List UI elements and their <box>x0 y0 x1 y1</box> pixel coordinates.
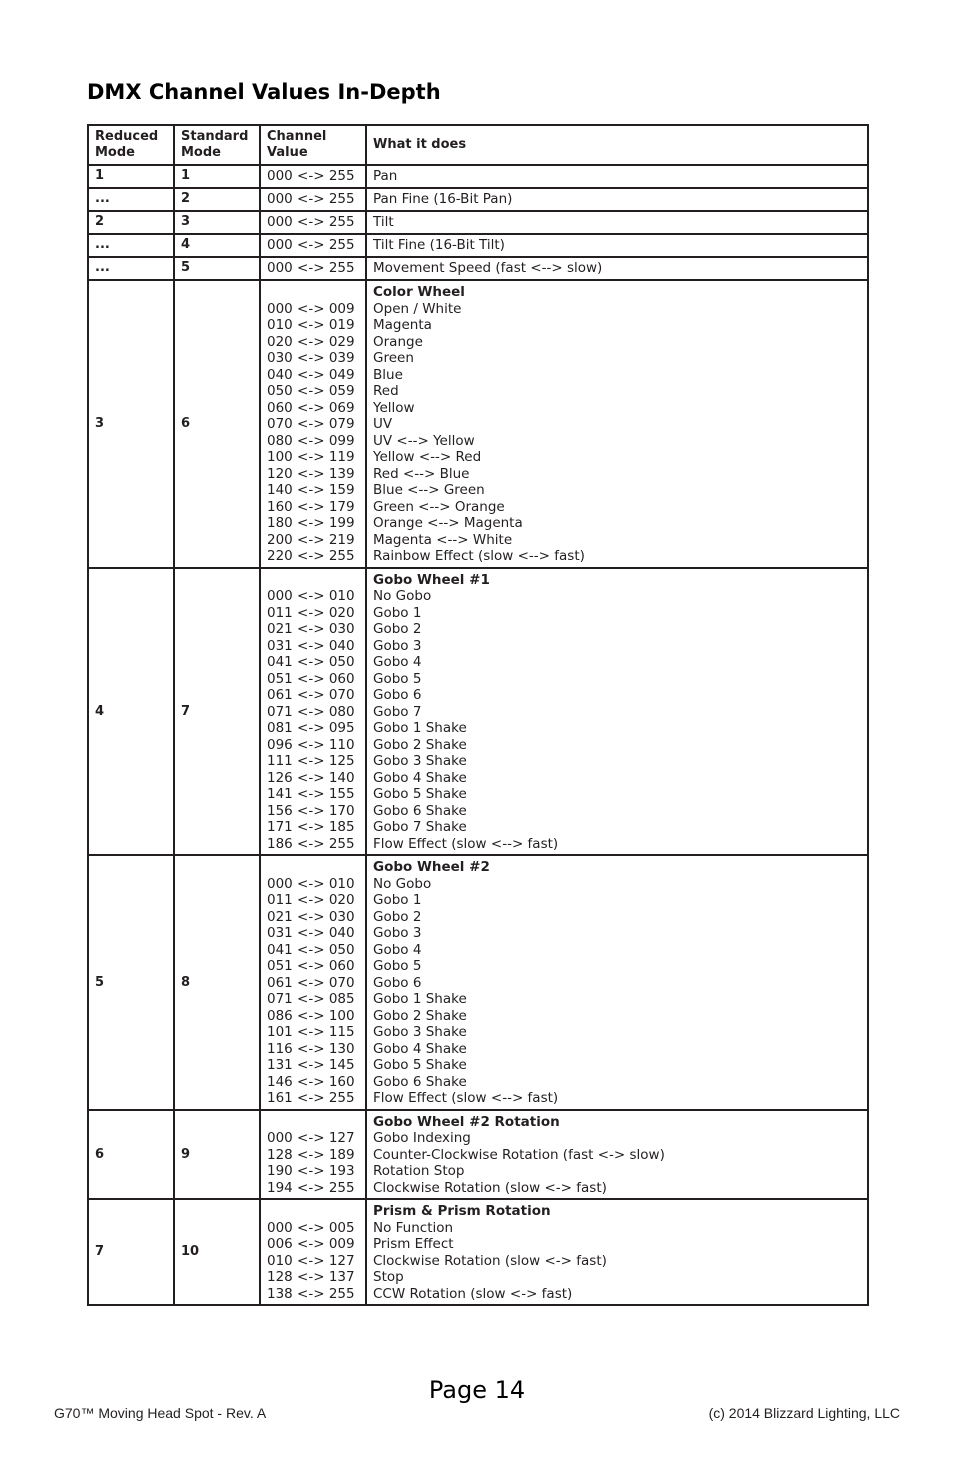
channel-value: 000 <-> 127 <box>267 1130 355 1146</box>
reduced-mode-cell: ... <box>88 188 174 211</box>
function-description: Gobo 4 Shake <box>373 1040 467 1057</box>
header-what-it-does: What it does <box>366 125 868 165</box>
channel-value: 081 <-> 095 <box>267 720 355 736</box>
page-number: Page 14 <box>428 1376 526 1404</box>
channel-value-cell <box>260 257 366 280</box>
spacer <box>267 572 359 589</box>
footer-product: G70™ Moving Head Spot - Rev. A <box>54 1405 267 1421</box>
function-description: Prism Effect <box>373 1236 454 1252</box>
standard-mode-cell: 5 <box>174 257 260 280</box>
channel-value: 120 <-> 139 <box>267 465 355 482</box>
channel-value: 128 <-> 137 <box>267 1269 355 1285</box>
function-description: Orange <--> Magenta <box>373 515 523 531</box>
function-description: Blue <--> Green <box>373 482 485 498</box>
reduced-mode-cell: 4 <box>88 568 174 856</box>
function-description: Green <--> Orange <box>373 498 505 515</box>
function-group-heading: Gobo Wheel #2 <box>373 859 490 875</box>
standard-mode-cell: 2 <box>174 188 260 211</box>
channel-value: 061 <-> 070 <box>267 974 355 991</box>
table-row <box>88 1110 868 1200</box>
standard-mode-cell: 3 <box>174 211 260 234</box>
function-description: Gobo 3 Shake <box>373 753 467 769</box>
function-cell <box>366 211 868 234</box>
channel-value: 131 <-> 145 <box>267 1057 355 1073</box>
function-description: No Gobo <box>373 588 432 604</box>
spacer <box>267 859 359 876</box>
reduced-mode-cell: ... <box>88 234 174 257</box>
channel-value: 190 <-> 193 <box>267 1163 355 1179</box>
function-description: Rotation Stop <box>373 1163 465 1179</box>
page-title: DMX Channel Values In-Depth <box>87 80 441 104</box>
function-description: Gobo 5 <box>373 958 422 974</box>
function-description: Rainbow Effect (slow <--> fast) <box>373 548 585 564</box>
table-row <box>88 211 868 234</box>
channel-value: 006 <-> 009 <box>267 1236 355 1252</box>
function-cell <box>366 188 868 211</box>
channel-value: 138 <-> 255 <box>267 1285 355 1302</box>
channel-value: 200 <-> 219 <box>267 531 355 548</box>
channel-value: 060 <-> 069 <box>267 399 355 416</box>
spacer <box>267 1203 359 1220</box>
function-cell <box>366 234 868 257</box>
function-description: Gobo 1 Shake <box>373 991 467 1007</box>
standard-mode-cell: 6 <box>174 280 260 568</box>
function-description: UV <box>373 416 393 432</box>
channel-value: 011 <-> 020 <box>267 892 355 908</box>
standard-mode-cell: 9 <box>174 1110 260 1200</box>
function-description: Red <--> Blue <box>373 465 470 482</box>
channel-value: 010 <-> 127 <box>267 1252 355 1269</box>
header-channel-value: Channel Value <box>260 125 366 165</box>
function-description: UV <--> Yellow <box>373 432 475 449</box>
standard-mode-cell: 10 <box>174 1199 260 1305</box>
channel-value: 116 <-> 130 <box>267 1040 355 1057</box>
function-description: Gobo 2 <box>373 621 422 637</box>
standard-mode-cell: 8 <box>174 855 260 1110</box>
channel-value-cell <box>260 855 366 1110</box>
function-description: Orange <box>373 333 423 350</box>
function-cell <box>366 568 868 856</box>
function-description: Green <box>373 350 414 366</box>
reduced-mode-cell: 7 <box>88 1199 174 1305</box>
channel-value: 000 <-> 255 <box>267 260 355 277</box>
function-description: Gobo 2 Shake <box>373 736 467 753</box>
function-description: Pan Fine (16-Bit Pan) <box>373 191 513 208</box>
function-description: Gobo 7 <box>373 703 422 720</box>
channel-value: 031 <-> 040 <box>267 925 355 941</box>
function-description: Gobo 3 Shake <box>373 1024 467 1040</box>
channel-value: 041 <-> 050 <box>267 941 355 958</box>
spacer <box>267 284 359 301</box>
channel-value: 126 <-> 140 <box>267 769 355 786</box>
function-description: Gobo 2 Shake <box>373 1007 467 1024</box>
channel-value-cell <box>260 211 366 234</box>
function-description: Gobo 5 Shake <box>373 786 467 802</box>
channel-value: 020 <-> 029 <box>267 333 355 350</box>
channel-value: 011 <-> 020 <box>267 604 355 621</box>
table-row <box>88 234 868 257</box>
function-description: Blue <box>373 366 403 383</box>
channel-value: 021 <-> 030 <box>267 908 355 925</box>
reduced-mode-cell: ... <box>88 257 174 280</box>
function-description: Clockwise Rotation (slow <-> fast) <box>373 1179 607 1196</box>
function-description: Counter-Clockwise Rotation (fast <-> slow) <box>373 1146 665 1163</box>
channel-value: 071 <-> 080 <box>267 703 355 720</box>
function-description: Flow Effect (slow <--> fast) <box>373 835 559 852</box>
channel-value: 031 <-> 040 <box>267 637 355 654</box>
function-description: Gobo 6 Shake <box>373 802 467 819</box>
channel-value: 111 <-> 125 <box>267 753 355 769</box>
function-description: Gobo 1 <box>373 892 422 908</box>
function-description: Gobo 6 Shake <box>373 1073 467 1090</box>
function-description: Gobo 4 Shake <box>373 769 467 786</box>
table-row <box>88 1199 868 1305</box>
channel-value: 000 <-> 255 <box>267 237 355 254</box>
function-group-heading: Color Wheel <box>373 284 465 300</box>
channel-value: 071 <-> 085 <box>267 991 355 1007</box>
table-body <box>88 165 868 1305</box>
function-description: Gobo Indexing <box>373 1130 471 1146</box>
channel-value: 161 <-> 255 <box>267 1090 355 1106</box>
reduced-mode-cell: 1 <box>88 165 174 188</box>
channel-value-cell <box>260 1110 366 1200</box>
table-row <box>88 257 868 280</box>
channel-value: 080 <-> 099 <box>267 432 355 449</box>
channel-value-cell <box>260 165 366 188</box>
channel-value: 000 <-> 255 <box>267 214 355 231</box>
function-group-heading: Gobo Wheel #2 Rotation <box>373 1113 560 1130</box>
function-group-heading: Prism & Prism Rotation <box>373 1203 551 1219</box>
function-description: Gobo 3 <box>373 637 422 654</box>
function-description: Gobo 1 Shake <box>373 720 467 736</box>
function-description: Gobo 4 <box>373 941 422 958</box>
function-description: Magenta <box>373 317 432 333</box>
spacer <box>267 1114 359 1131</box>
channel-value: 171 <-> 185 <box>267 819 355 835</box>
channel-value: 000 <-> 255 <box>267 191 355 208</box>
function-cell <box>366 1199 868 1305</box>
function-description: Open / White <box>373 300 462 317</box>
function-description: Gobo 5 <box>373 670 422 687</box>
function-description: Pan <box>373 168 398 185</box>
function-description: Movement Speed (fast <--> slow) <box>373 260 603 277</box>
table-header-row <box>88 125 868 165</box>
channel-value: 160 <-> 179 <box>267 498 355 515</box>
channel-value: 100 <-> 119 <box>267 449 355 465</box>
channel-value: 000 <-> 009 <box>267 300 355 317</box>
header-standard-mode: Standard Mode <box>174 125 260 165</box>
function-description: Gobo 5 Shake <box>373 1057 467 1073</box>
function-description: Stop <box>373 1269 404 1285</box>
channel-value: 086 <-> 100 <box>267 1007 355 1024</box>
channel-value-cell <box>260 1199 366 1305</box>
channel-value: 050 <-> 059 <box>267 383 355 399</box>
channel-value: 000 <-> 005 <box>267 1219 355 1236</box>
reduced-mode-cell: 2 <box>88 211 174 234</box>
function-description: Yellow <box>373 399 415 416</box>
function-description: Magenta <--> White <box>373 531 513 548</box>
channel-value: 000 <-> 255 <box>267 168 355 185</box>
channel-value: 021 <-> 030 <box>267 621 355 637</box>
channel-value: 096 <-> 110 <box>267 736 355 753</box>
table-row <box>88 855 868 1110</box>
function-cell <box>366 1110 868 1200</box>
footer-copyright: (c) 2014 Blizzard Lighting, LLC <box>708 1405 900 1421</box>
channel-value: 070 <-> 079 <box>267 416 355 432</box>
channel-value: 140 <-> 159 <box>267 482 355 498</box>
channel-value: 146 <-> 160 <box>267 1073 355 1090</box>
channel-value: 000 <-> 010 <box>267 588 355 604</box>
function-description: CCW Rotation (slow <-> fast) <box>373 1285 573 1302</box>
function-description: Flow Effect (slow <--> fast) <box>373 1090 559 1106</box>
table-row <box>88 165 868 188</box>
function-cell <box>366 165 868 188</box>
channel-value-cell <box>260 280 366 568</box>
function-description: Yellow <--> Red <box>373 449 482 465</box>
channel-value: 040 <-> 049 <box>267 366 355 383</box>
channel-value: 061 <-> 070 <box>267 687 355 703</box>
function-description: Gobo 6 <box>373 687 422 703</box>
channel-value: 101 <-> 115 <box>267 1024 355 1040</box>
reduced-mode-cell: 3 <box>88 280 174 568</box>
channel-value: 186 <-> 255 <box>267 835 355 852</box>
channel-value-cell <box>260 188 366 211</box>
header-reduced-mode: Reduced Mode <box>88 125 174 165</box>
dmx-channel-table <box>87 124 869 1306</box>
function-description: Clockwise Rotation (slow <-> fast) <box>373 1252 607 1269</box>
function-description: No Gobo <box>373 875 432 892</box>
channel-value: 141 <-> 155 <box>267 786 355 802</box>
function-description: Gobo 2 <box>373 908 422 925</box>
channel-value-cell <box>260 234 366 257</box>
table-row <box>88 568 868 856</box>
function-description: No Function <box>373 1219 454 1236</box>
channel-value: 194 <-> 255 <box>267 1179 355 1196</box>
reduced-mode-cell: 6 <box>88 1110 174 1200</box>
standard-mode-cell: 1 <box>174 165 260 188</box>
channel-value: 051 <-> 060 <box>267 958 355 974</box>
standard-mode-cell: 7 <box>174 568 260 856</box>
channel-value: 220 <-> 255 <box>267 548 355 564</box>
function-description: Gobo 6 <box>373 974 422 991</box>
table-row <box>88 188 868 211</box>
channel-value: 041 <-> 050 <box>267 654 355 670</box>
function-description: Gobo 1 <box>373 604 422 621</box>
standard-mode-cell: 4 <box>174 234 260 257</box>
channel-value: 051 <-> 060 <box>267 670 355 687</box>
channel-value: 128 <-> 189 <box>267 1146 355 1163</box>
channel-value: 180 <-> 199 <box>267 515 355 531</box>
function-cell <box>366 855 868 1110</box>
channel-value-cell <box>260 568 366 856</box>
function-description: Red <box>373 383 399 399</box>
function-description: Gobo 7 Shake <box>373 819 467 835</box>
function-cell <box>366 257 868 280</box>
table-row <box>88 280 868 568</box>
channel-value: 030 <-> 039 <box>267 350 355 366</box>
reduced-mode-cell: 5 <box>88 855 174 1110</box>
function-description: Tilt Fine (16-Bit Tilt) <box>373 237 505 254</box>
channel-value: 000 <-> 010 <box>267 875 355 892</box>
function-group-heading: Gobo Wheel #1 <box>373 571 490 588</box>
channel-value: 010 <-> 019 <box>267 317 355 333</box>
function-cell <box>366 280 868 568</box>
function-description: Gobo 3 <box>373 925 422 941</box>
function-description: Tilt <box>373 214 394 231</box>
channel-value: 156 <-> 170 <box>267 802 355 819</box>
function-description: Gobo 4 <box>373 654 422 670</box>
